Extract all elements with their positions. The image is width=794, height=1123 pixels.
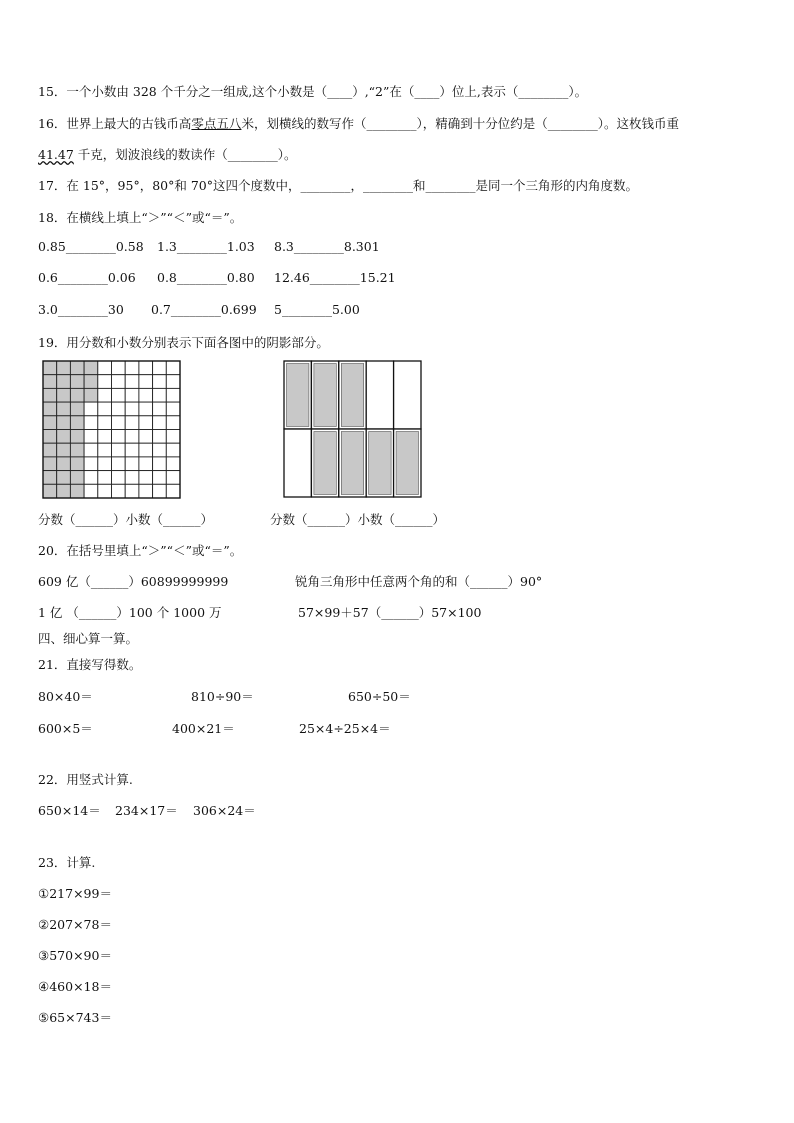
grid-cell <box>139 361 153 375</box>
grid-cell <box>166 361 180 375</box>
q21-item: 600×5＝ <box>38 721 93 736</box>
grid-cell <box>98 471 112 485</box>
grid-cell <box>98 443 112 457</box>
q22-item: 650×14＝ <box>38 803 101 818</box>
grid-cell-shaded <box>70 471 84 485</box>
grid-cell <box>166 388 180 402</box>
grid-cell-shaded <box>43 471 57 485</box>
section-heading: 四、细心算一算。 <box>38 631 139 646</box>
grid-cell <box>125 457 139 471</box>
grid-cell <box>98 402 112 416</box>
q18-item: 3.0________30 <box>38 302 124 317</box>
grid-cell-shaded <box>57 430 71 444</box>
q16-line-1 <box>38 114 679 132</box>
grid-cell <box>139 484 153 498</box>
grid-cell <box>153 457 167 471</box>
grid-cell <box>112 471 126 485</box>
grid-cell-shaded <box>84 375 98 389</box>
q18-item: 1.3________1.03 <box>157 239 255 254</box>
q18-item: 0.85________0.58 <box>38 239 144 254</box>
q18-item: 0.8________0.80 <box>157 270 255 285</box>
grid-cell <box>153 430 167 444</box>
q15-part-g: ）。 <box>568 84 588 99</box>
grid-cell-shaded <box>57 443 71 457</box>
grid-cell <box>139 457 153 471</box>
grid-cell <box>153 443 167 457</box>
grid-cell <box>139 402 153 416</box>
q15-part-c: ）,“2”在（ <box>352 84 415 99</box>
grid-cell-shaded <box>43 457 57 471</box>
q23-item: ③570×90＝ <box>38 948 112 963</box>
q23-title: 23．计算. <box>38 855 96 870</box>
grid-cell <box>139 471 153 485</box>
grid-cell <box>153 471 167 485</box>
grid-cell <box>139 443 153 457</box>
q16-underlined-number: 零点五八 <box>191 116 242 131</box>
strip-shade-fill <box>396 432 418 495</box>
strip-shade-fill <box>287 364 309 427</box>
strip-cell <box>366 361 393 429</box>
strip-shade-fill <box>314 364 336 427</box>
q15-text <box>38 82 587 100</box>
q16-line-2 <box>38 145 297 163</box>
grid-cell <box>166 457 180 471</box>
q15-blank-3[interactable]: ________ <box>518 84 569 99</box>
grid-cell <box>98 388 112 402</box>
q19-title: 19．用分数和小数分别表示下面各图中的阴影部分。 <box>38 335 329 350</box>
q20-title: 20．在括号里填上“＞”“＜”或“＝”。 <box>38 543 243 558</box>
strip-shade-fill <box>341 364 363 427</box>
grid-cell <box>112 361 126 375</box>
q17-text: 17．在 15°，95°，80°和 70°这四个度数中，________，________和________是同一个三角形的内角度数。 <box>38 178 638 193</box>
grid-cell <box>84 443 98 457</box>
q20-item: 57×99＋57（______）57×100 <box>298 605 482 620</box>
strip-shade-fill <box>369 432 391 495</box>
q23-item: ②207×78＝ <box>38 917 112 932</box>
q19-caption-left: 分数（______）小数（______） <box>38 512 214 527</box>
grid-cell <box>112 484 126 498</box>
grid-cell <box>98 430 112 444</box>
strip-shade-fill <box>314 432 336 495</box>
grid-cell <box>112 430 126 444</box>
grid-cell-shaded <box>57 457 71 471</box>
q20-item: 609 亿（______）60899999999 <box>38 574 229 589</box>
q20-item: 1 亿 （______）100 个 1000 万 <box>38 605 222 620</box>
q22-item: 306×24＝ <box>193 803 256 818</box>
grid-cell-shaded <box>57 388 71 402</box>
q16-part-b: 米，划横线的数写作（________），精确到十分位约是（________）。这枚钱币重 <box>241 116 679 131</box>
grid-cell <box>153 402 167 416</box>
grid-cell <box>153 416 167 430</box>
grid-cell-shaded <box>84 361 98 375</box>
grid-cell <box>125 375 139 389</box>
hundred-grid-figure <box>42 360 182 500</box>
grid-cell <box>139 430 153 444</box>
grid-cell-shaded <box>57 361 71 375</box>
q23-item: ①217×99＝ <box>38 886 112 901</box>
grid-cell <box>125 484 139 498</box>
grid-cell-shaded <box>70 484 84 498</box>
q18-item: 0.7________0.699 <box>151 302 257 317</box>
strip-cell <box>284 429 311 497</box>
q15-part-e: ）位上,表示（ <box>439 84 519 99</box>
grid-cell <box>112 388 126 402</box>
grid-cell <box>139 416 153 430</box>
grid-cell <box>112 402 126 416</box>
q15-blank-1[interactable]: ____ <box>327 84 353 99</box>
q21-item: 400×21＝ <box>172 721 235 736</box>
grid-cell-shaded <box>43 443 57 457</box>
grid-cell <box>84 484 98 498</box>
grid-cell-shaded <box>43 361 57 375</box>
q15-blank-2[interactable]: ____ <box>414 84 440 99</box>
grid-cell <box>166 443 180 457</box>
q20-item: 锐角三角形中任意两个角的和（______）90° <box>295 574 543 589</box>
grid-cell <box>166 416 180 430</box>
grid-cell <box>84 471 98 485</box>
q18-title: 18．在横线上填上“＞”“＜”或“＝”。 <box>38 210 243 225</box>
q21-item: 650÷50＝ <box>348 689 411 704</box>
q16-wavy-number: 41.47 <box>38 147 74 162</box>
grid-cell <box>84 402 98 416</box>
grid-cell-shaded <box>43 430 57 444</box>
grid-cell <box>166 375 180 389</box>
grid-cell <box>153 361 167 375</box>
grid-cell-shaded <box>70 375 84 389</box>
grid-cell-shaded <box>57 416 71 430</box>
grid-cell-shaded <box>57 471 71 485</box>
grid-cell <box>125 471 139 485</box>
grid-cell <box>125 388 139 402</box>
grid-cell-shaded <box>70 402 84 416</box>
q23-item: ⑤65×743＝ <box>38 1010 112 1025</box>
q23-item: ④460×18＝ <box>38 979 112 994</box>
grid-cell-shaded <box>43 375 57 389</box>
grid-cell <box>166 484 180 498</box>
grid-cell <box>112 416 126 430</box>
grid-cell-shaded <box>70 416 84 430</box>
q16-part-a: 16．世界上最大的古钱币高 <box>38 116 192 131</box>
grid-cell <box>84 430 98 444</box>
strip-figure <box>283 360 423 500</box>
grid-cell <box>112 375 126 389</box>
grid-cell <box>125 361 139 375</box>
grid-cell <box>166 471 180 485</box>
grid-cell-shaded <box>43 484 57 498</box>
q16-part-c: 千克，划波浪线的数读作（________）。 <box>73 147 297 162</box>
grid-cell-shaded <box>70 388 84 402</box>
q18-item: 5________5.00 <box>274 302 360 317</box>
grid-cell <box>153 388 167 402</box>
grid-cell <box>153 484 167 498</box>
grid-cell <box>98 457 112 471</box>
q22-item: 234×17＝ <box>115 803 178 818</box>
q15-part-a: 15．一个小数由 328 个千分之一组成,这个小数是（ <box>38 84 328 99</box>
grid-cell-shaded <box>84 388 98 402</box>
grid-cell <box>84 416 98 430</box>
grid-cell-shaded <box>57 484 71 498</box>
grid-cell <box>125 443 139 457</box>
grid-cell-shaded <box>43 416 57 430</box>
grid-cell <box>153 375 167 389</box>
grid-cell <box>84 457 98 471</box>
grid-cell-shaded <box>70 457 84 471</box>
grid-cell <box>112 457 126 471</box>
grid-cell <box>125 416 139 430</box>
grid-cell-shaded <box>57 375 71 389</box>
grid-cell <box>98 361 112 375</box>
q19-caption-right: 分数（______）小数（______） <box>270 512 446 527</box>
strip-shade-fill <box>341 432 363 495</box>
grid-cell-shaded <box>70 443 84 457</box>
grid-cell <box>166 402 180 416</box>
q22-title: 22．用竖式计算. <box>38 772 133 787</box>
grid-cell <box>98 375 112 389</box>
grid-cell <box>98 416 112 430</box>
q21-item: 80×40＝ <box>38 689 93 704</box>
q18-item: 0.6________0.06 <box>38 270 136 285</box>
grid-cell <box>166 430 180 444</box>
grid-cell-shaded <box>43 402 57 416</box>
grid-cell <box>98 484 112 498</box>
strip-cell <box>394 361 421 429</box>
grid-cell-shaded <box>57 402 71 416</box>
grid-cell <box>125 402 139 416</box>
grid-cell-shaded <box>70 361 84 375</box>
grid-cell <box>112 443 126 457</box>
q18-item: 12.46________15.21 <box>274 270 396 285</box>
grid-cell <box>125 430 139 444</box>
grid-cell-shaded <box>70 430 84 444</box>
q21-item: 810÷90＝ <box>191 689 254 704</box>
q21-title: 21．直接写得数。 <box>38 657 142 672</box>
grid-cell <box>139 388 153 402</box>
grid-cell <box>139 375 153 389</box>
q18-item: 8.3________8.301 <box>274 239 380 254</box>
grid-cell-shaded <box>43 388 57 402</box>
q21-item: 25×4÷25×4＝ <box>299 721 391 736</box>
